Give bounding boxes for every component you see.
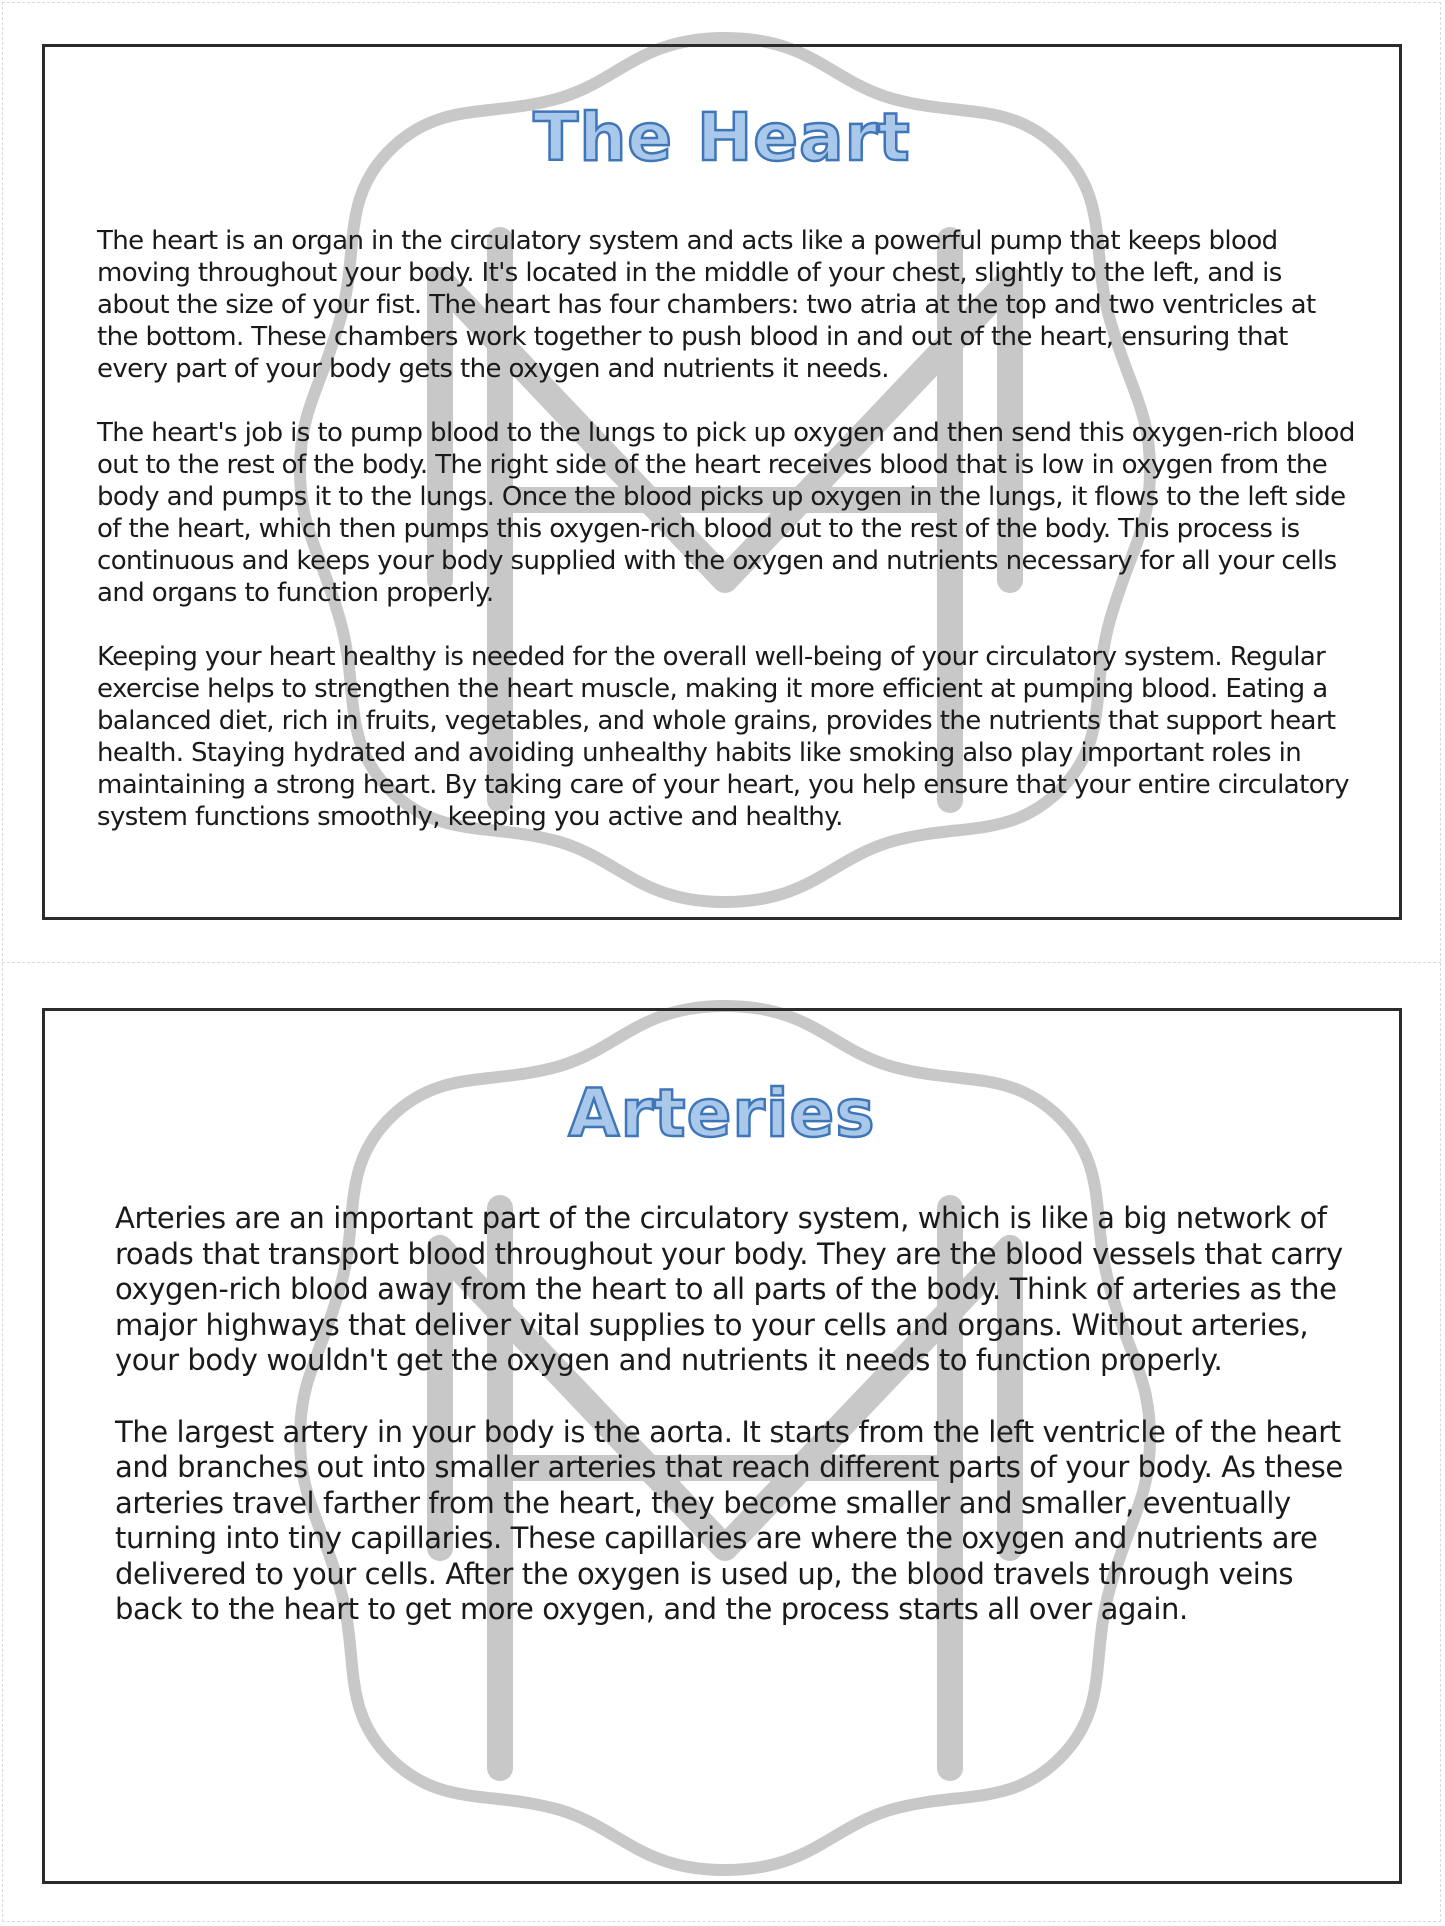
info-card-arteries	[42, 1008, 1402, 1884]
paragraph: The largest artery in your body is the aorta. It starts from the left ventricle of the heart and branches out into smaller arteries that reach different parts of your body. As these arteries travel farther from the heart, they become smaller and smaller, eventually turning into tiny capillaries. These capillaries are where the oxygen and nutrients are delivered to your cells. After the oxygen is used up, the blood travels through veins back to the heart to get more oxygen, and the process starts all over again.	[115, 1414, 1343, 1626]
card-body	[97, 225, 1357, 865]
card-title: Arteries	[568, 1075, 876, 1152]
paragraph: Keeping your heart healthy is needed for the overall well-being of your circulatory system. Regular exercise helps to strengthen the heart muscle, making it more efficient at pumping blood. Eating a balanced diet, rich in fruits, vegetables, and whole grains, provides the nutrients that support heart health. Staying hydrated and avoiding unhealthy habits like smoking also play important roles in maintaining a strong heart. By taking care of your heart, you help ensure that your entire circulatory system functions smoothly, keeping you active and healthy.	[97, 642, 1349, 832]
paragraph: The heart is an organ in the circulatory system and acts like a powerful pump that keeps blood moving throughout your body. It's located in the middle of your chest, slightly to the left, and is about the size of your fist. The heart has four chambers: two atria at the top and two ventricles at the bottom. These chambers work together to push blood in and out of the heart, ensuring that every part of your body gets the oxygen and nutrients it needs.	[97, 226, 1316, 384]
paragraph: Arteries are an important part of the circulatory system, which is like a big network of roads that transport blood throughout your body. They are the blood vessels that carry oxygen-rich blood away from the heart to all parts of the body. Think of arteries as the major highways that deliver vital supplies to your cells and organs. Without arteries, your body wouldn't get the oxygen and nutrients it needs to function properly.	[115, 1201, 1343, 1377]
card-title: The Heart	[533, 99, 911, 176]
info-card-heart	[42, 44, 1402, 920]
page-divider	[2, 962, 1441, 963]
card-body	[115, 1201, 1345, 1664]
paragraph: The heart's job is to pump blood to the lungs to pick up oxygen and then send this oxygen-rich blood out to the rest of the body. The right side of the heart receives blood that is low in oxygen from the body and pumps it to the lungs. Once the blood picks up oxygen in the lungs, it flows to the left side of the heart, which then pumps this oxygen-rich blood out to the rest of the body. This process is continuous and keeps your body supplied with the oxygen and nutrients necessary for all your cells and organs to function properly.	[97, 418, 1355, 608]
